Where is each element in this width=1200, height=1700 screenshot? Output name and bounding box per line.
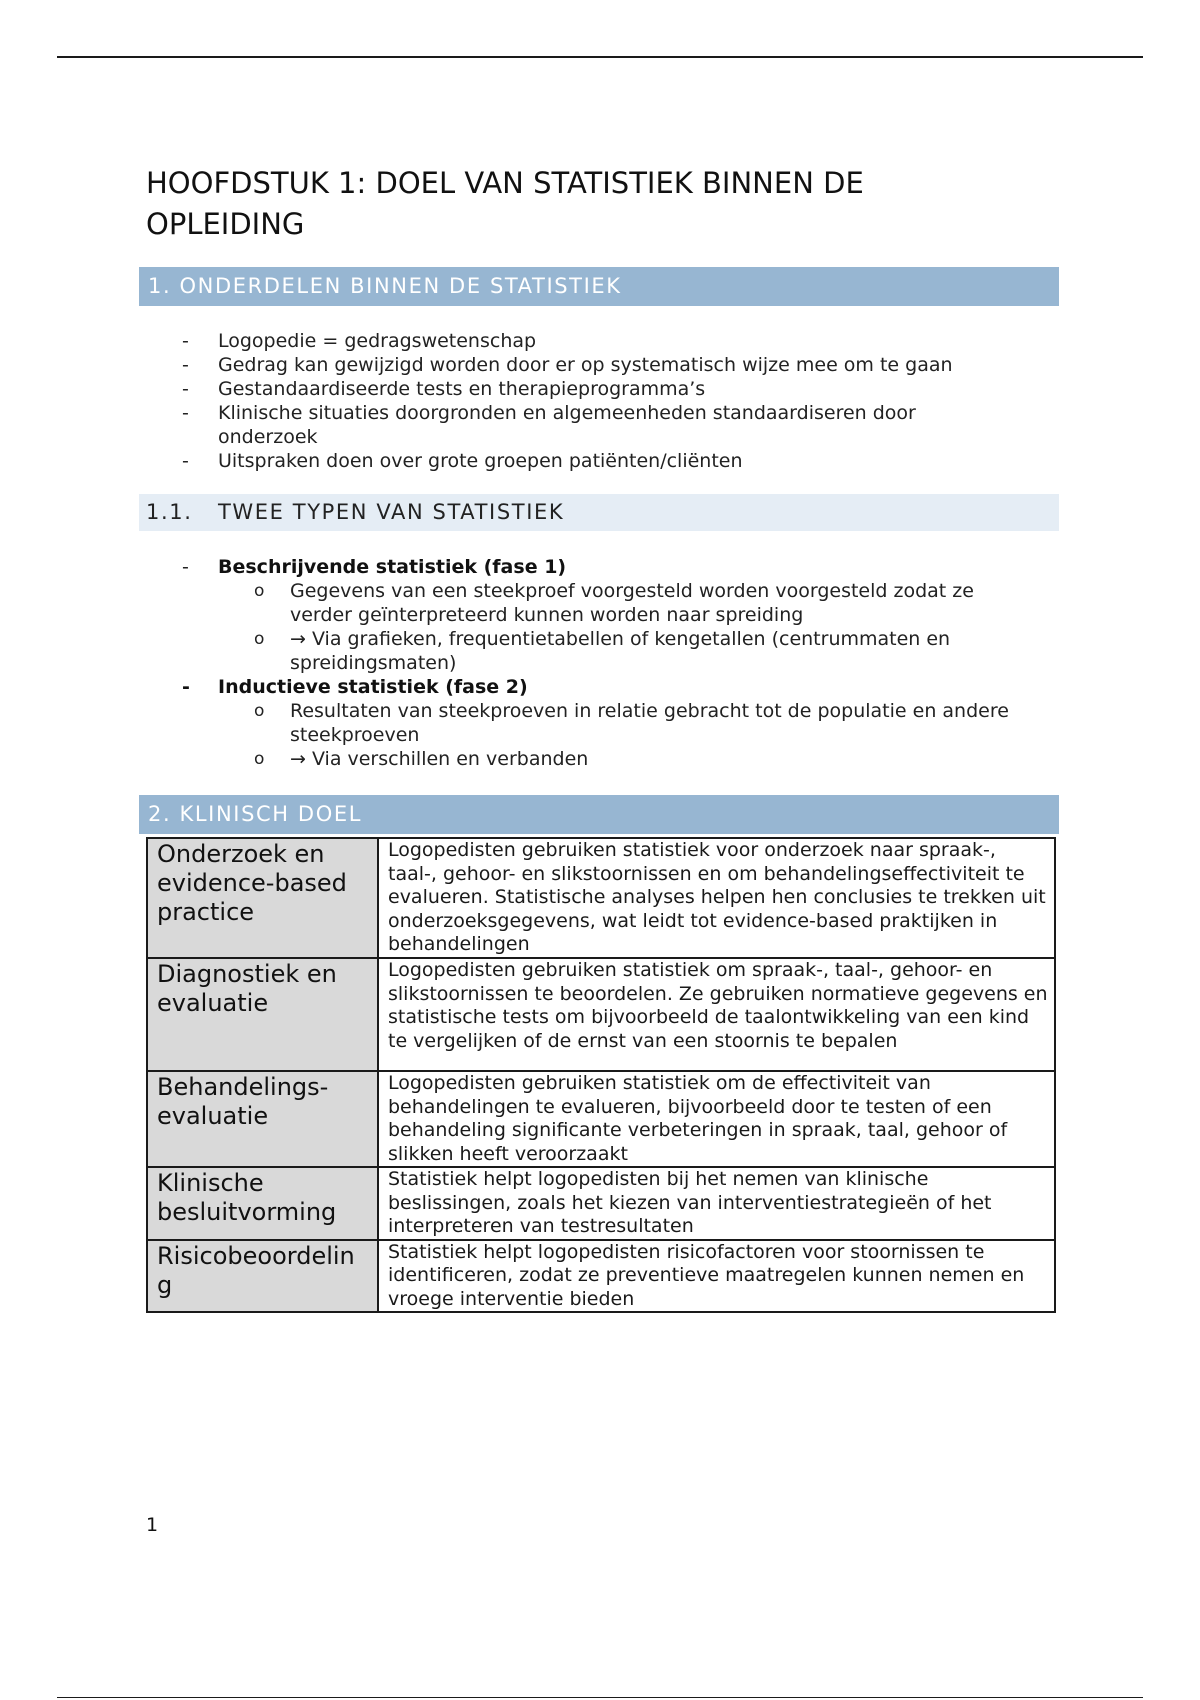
sub-list: [218, 699, 1009, 771]
type-label: Inductieve statistiek (fase 2): [218, 676, 528, 698]
sub-list-item: o → Via verschillen en verbanden: [254, 748, 589, 770]
table-term-cell: Onderzoek en evidence-based practice: [147, 838, 378, 958]
subsection-heading-twee-typen: 1.1. TWEE TYPEN VAN STATISTIEK: [139, 494, 1059, 531]
table-term-cell: Klinische besluitvorming: [147, 1167, 378, 1240]
list-item: - Klinische situaties doorgronden en algemeenheden standaardiseren door onderzoek: [182, 402, 916, 448]
table-term-cell: Risicobeoordeling: [147, 1240, 378, 1313]
table-description-cell: Statistiek helpt logopedisten bij het nemen van klinische beslissingen, zoals het kiezen van interventiestrategieën of het interpreteren van testresultaten: [378, 1167, 1055, 1240]
onderdelen-list: [0, 329, 978, 473]
table-description-cell: Logopedisten gebruiken statistiek voor onderzoek naar spraak-, taal-, gehoor- en slikstoornissen en om behandelingseffectiviteit te evalueren. Statistische analyses helpen hen conclusies te trekken uit onderzoeksgegevens, wat leidt tot evidence-based praktijken in behandelingen: [378, 838, 1055, 958]
page-title: HOOFDSTUK 1: DOEL VAN STATISTIEK BINNEN DE OPLEIDING: [146, 166, 864, 241]
table-term-cell: Diagnostiek en evaluatie: [147, 958, 378, 1071]
sub-list-item: o Resultaten van steekproeven in relatie gebracht tot de populatie en andere steekproeven: [254, 700, 1009, 746]
klinisch-doel-table: [146, 837, 1056, 1313]
table-row: [147, 1167, 1055, 1240]
sub-list: [218, 579, 978, 675]
footer-rule: [57, 1697, 1143, 1698]
section-heading-klinisch-doel: 2. KLINISCH DOEL: [139, 795, 1059, 834]
page-number: 1: [146, 1514, 159, 1536]
list-item: - Gedrag kan gewijzigd worden door er op systematisch wijze mee om te gaan: [182, 354, 953, 376]
list-item: - Beschrijvende statistiek (fase 1) o Gegevens van een steekproef voorgesteld worden voorgesteld zodat ze verder geïnterpreteerd kunnen worden naar spreiding o → Via grafieken, frequentietabellen of kengetallen (centrummaten en spreidingsmaten): [0, 555, 978, 675]
list-item: - Logopedie = gedragswetenschap: [182, 330, 537, 352]
sub-list-item: o → Via grafieken, frequentietabellen of kengetallen (centrummaten en spreidingsmaten): [254, 628, 951, 674]
table-term-cell: Behandelings-evaluatie: [147, 1071, 378, 1167]
sub-list-item: o Gegevens van een steekproef voorgesteld worden voorgesteld zodat ze verder geïnterpreteerd kunnen worden naar spreiding: [254, 580, 974, 626]
table-description-cell: Logopedisten gebruiken statistiek om spraak-, taal-, gehoor- en slikstoornissen te beoordelen. Ze gebruiken normatieve gegevens en statistische tests om bijvoorbeeld de taalontwikkeling van een kind te vergelijken of de ernst van een stoornis te bepalen: [378, 958, 1055, 1071]
table-row: [147, 1071, 1055, 1167]
list-item: - Gestandaardiseerde tests en therapieprogramma’s: [182, 378, 706, 400]
section-heading-onderdelen: 1. ONDERDELEN BINNEN DE STATISTIEK: [139, 267, 1059, 306]
list-item: - Inductieve statistiek (fase 2) o Resultaten van steekproeven in relatie gebracht tot de populatie en andere steekproeven o → Via verschillen en verbanden: [0, 675, 978, 771]
statistiek-types-list: [0, 555, 1009, 771]
header-rule: [57, 56, 1143, 58]
list-item: - Uitspraken doen over grote groepen patiënten/cliënten: [182, 450, 743, 472]
table-description-cell: Statistiek helpt logopedisten risicofactoren voor stoornissen te identificeren, zodat ze preventieve maatregelen kunnen nemen en vroege interventie bieden: [378, 1240, 1055, 1313]
table-description-cell: Logopedisten gebruiken statistiek om de effectiviteit van behandelingen te evalueren, bijvoorbeeld door te testen of een behandeling significante verbeteringen in spraak, taal, gehoor of slikken heeft veroorzaakt: [378, 1071, 1055, 1167]
type-label: Beschrijvende statistiek (fase 1): [218, 556, 567, 578]
table-row: [147, 1240, 1055, 1313]
table-row: [147, 838, 1055, 958]
table-row: [147, 958, 1055, 1071]
